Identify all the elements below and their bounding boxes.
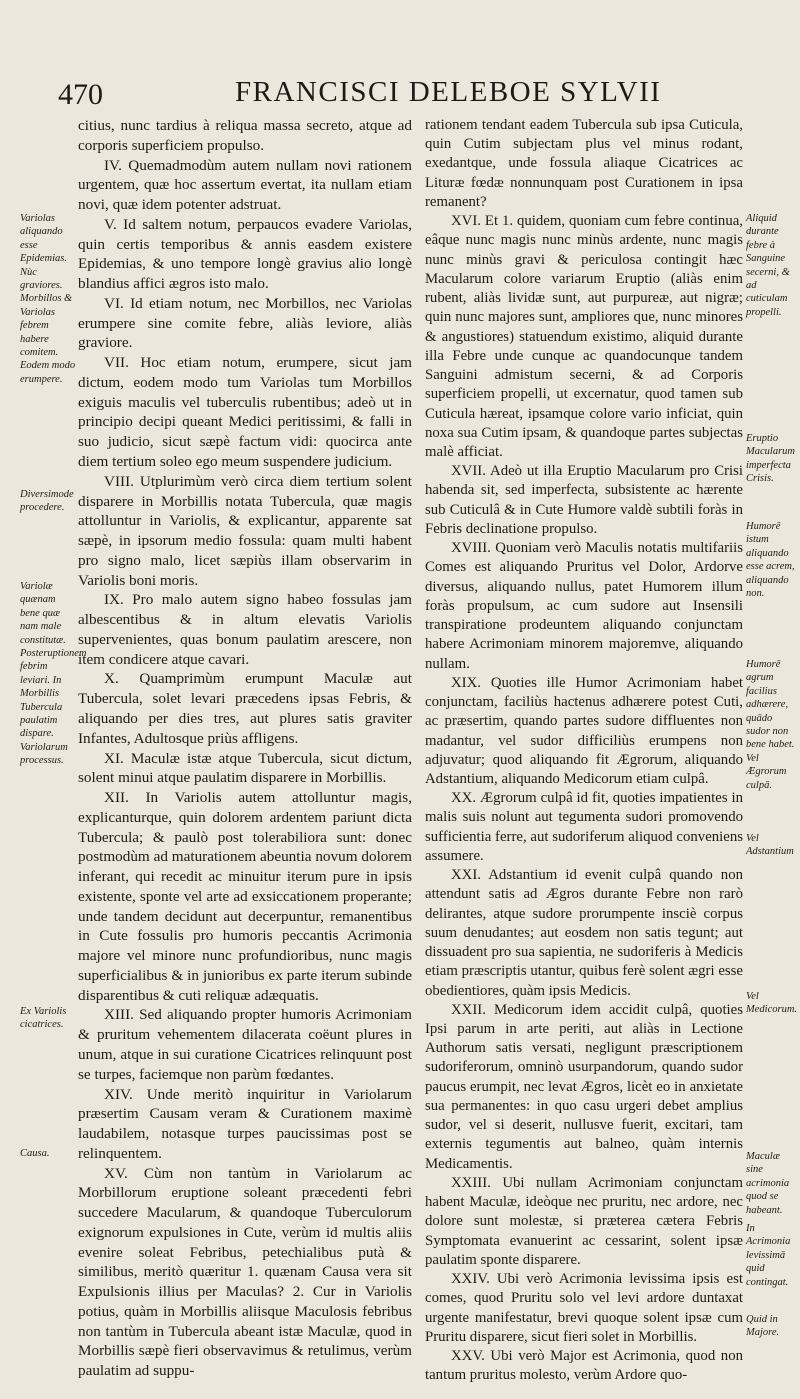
paragraph: XXIV. Ubi verò Acrimonia levissima ipsis est comes, quod Pruritu solo vel levi ardore duntaxat urgente manifestatur, brevi quoque solent ipsæ cum Pruritu disparere, sicut fieri solet in Morbillis. bbox=[425, 1271, 743, 1345]
margin-note: Quid in Majore. bbox=[746, 1314, 780, 1339]
margin-note: Ex Variolis cicatrices. bbox=[20, 1006, 67, 1031]
paragraph: XXIII. Ubi nullam Acrimoniam conjunctam habent Maculæ, ideòque nec pruritu, nec ardore, nec dolore sunt molestæ, si præterea cætera Febris Symptomata evanuerint ac cessarint, solent ipsæ paulatim sponte disparere. bbox=[425, 1174, 743, 1268]
margin-note: Variolas aliquando esse Epidemias. Nùc graviores. Morbillos & Variolas febrem habere comitem. Eodem modo erumpere. bbox=[20, 213, 76, 385]
margin-note: Diversimode procedere. bbox=[20, 489, 74, 514]
paragraph: rationem tendant eadem Tubercula sub ipsa Cuticula, quin Cutim subjectam plus vel minus rodant, exedantque, unde fossula aliaque Cicatrices ac Lituræ fœdæ nonnunquam post Curationem in ipsa remanent? bbox=[425, 117, 743, 210]
paragraph: XII. In Variolis autem attolluntur magis, explicanturque, quin dolorem ardentem pariunt dicta Tubercula; & paulò post tolerabiliora sunt: donec postmodùm ad maturationem abeuntia novum dolorem inferant, qui recedit ac minuitur iterum pure in ipsis existente, sponte vel arte ad exsiccationem properante; unde tandem decidunt aut decerpuntur, remanentibus in Cute fossulis pro humoris peccantis Acrimonia majore vel minore nunc profundioribus, nunc magis superficialibus & in junioribus ex parte iterum subinde disparentibus & cuti reliquæ adæquatis. bbox=[78, 789, 412, 1004]
running-title: FRANCISCI DELEBOE SYLVII bbox=[235, 76, 662, 108]
left-text-column bbox=[78, 116, 412, 1381]
paragraph: XVI. Et 1. quidem, quoniam cum febre continua, eâque nunc magis nunc minùs ardente, nunc magis nunc minùs gravi & periculosa contingit hæc Macularum colore variarum Eruptio (aliàs enim rubent, aliàs lividæ sunt, aut purpureæ, aut nigræ; quin nunc majores sunt, ampliores que, nunc minores & angustiores) statuendum existimo, aliquid durante illa Febre unde cunque ac quandocunque tandem Sanguini admistum secerni, & ad Corporis superficiem propelli, ut excernatur, quod tamen sub Cuticula hæreat, ipsamque colore vario inficiat, quin noxa sua Cutim ipsam, & quandoque partes subjectas malè afficiat. bbox=[425, 213, 743, 460]
paragraph: XV. Cùm non tantùm in Variolarum ac Morbillorum eruptione soleant præcedenti febri succedere Macularum, & quandoque Tuberculorum exignorum expulsiones in Cute, verùm id multis aliis evenire soleat Febribus, petechialibus putà & similibus, meritò quæritur 1. quænam Causa vera sit Expulsionis illius per Maculas? 2. Cur in Variolis potius, quàm in Morbillis aliisque Maculosis febribus non tantùm in Tubercula abeant istæ Maculæ, quod in Morbillis sæpè fieri observavimus & retulimus, verùm paulatim ad suppu- bbox=[78, 1164, 412, 1380]
paragraph: XXII. Medicorum idem accidit culpâ, quoties Ipsi parum in arte periti, aut aliàs in Lectione Authorum satis versati, negligunt præscriptionem sudoriferorum, omninò usurpandorum, quando sudor paucus erumpit, nec levat Ægros, licèt eo in anxietate sua permanentes: in quo casu urgeri debet amplius sudor, vel si deserit, nullusve fuerit, excitari, tam externis tegumentis aut balneo, quàm internis Medicamentis. bbox=[425, 1001, 743, 1172]
paragraph: XX. Ægrorum culpâ id fit, quoties impatientes in malis suis nolunt aut tegumenta sudori promovendo sufficientia ferre, aut sudoriferum aliquod conveniens assumere. bbox=[425, 790, 743, 864]
paragraph: VI. Id etiam notum, nec Morbillos, nec Variolas erumpere sine comite febre, aliàs leviore, aliàs graviore. bbox=[78, 294, 412, 352]
paragraph: XIX. Quoties ille Humor Acrimoniam habet conjunctam, faciliùs hactenus adhærere potest Cuti, ac præsertim, quando partes sudore diffluentes non madantur, vel sudor difficiliùs erumpens non adjuvatur; quod aliquando fit Ægrorum, aliquando Adstantium, aliquando Medicorum etiam culpâ. bbox=[425, 674, 743, 787]
margin-note: In Acrimonia levissimā quid contingat. bbox=[746, 1223, 791, 1288]
margin-note: Causa. bbox=[20, 1148, 50, 1159]
paragraph: XVII. Adeò ut illa Eruptio Macularum pro Crisi habenda sit, sed imperfecta, subsistente ac hærente sub Cuticulâ & in Cute Humore valdè subtili foràs in Febris declinatione propulso. bbox=[425, 463, 743, 537]
paragraph: VII. Hoc etiam notum, erumpere, sicut jam dictum, eodem modo tum Variolas tum Morbillos exiguis maculis vel tuberculis rubentibus; adeò ut in principio decipi queant Medici peritissimi, & falli in suo judicio, sicut sæpè factum vidi: quocirca ante diem tertium soleo ego meum suspendere judicium. bbox=[78, 354, 412, 471]
paragraph: XIV. Unde meritò inquiritur in Variolarum præsertim Causam veram & Curationem maximè laudabilem, notasque turpes paucissimas post se relinquentem. bbox=[78, 1085, 412, 1162]
margin-note: Maculæ sine acrimonia quod se habeant. bbox=[746, 1151, 790, 1216]
paragraph: XI. Maculæ istæ atque Tubercula, sicut dictum, solent minui atque paulatim disparere in Morbillis. bbox=[78, 749, 412, 787]
paragraph: XVIII. Quoniam verò Maculis notatis multifariis Comes est aliquando Pruritus vel Dolor, Ardorve diversus, aliquando nullus, patet Humorem illum foràs propulsum, ac cum sudore aut Insensili transpiratione prodeuntem aliquando conjunctam habere Acrimoniam minorem majoremve, aliquando nullam. bbox=[425, 540, 743, 672]
right-text-column bbox=[425, 116, 743, 1385]
paragraph: citius, nunc tardius à reliqua massa secreto, atque ad corporis superficiem propulso. bbox=[78, 117, 412, 154]
paragraph: VIII. Utplurimùm verò circa diem tertium solent disparere in Morbillis notata Tubercula, quæ magis attolluntur in Variolis, & explicantur, apparente sat sæpè, in ipsorum medio fossula: quam multi habent pro signo malo, licet sæpiùs illam observarim in Variolis boni moris. bbox=[78, 472, 412, 589]
margin-note: Humorē istum aliquando esse acrem, aliquando non. bbox=[746, 521, 795, 600]
margin-note: Aliquid durante febre à Sanguine secerni, & ad cuticulam propelli. bbox=[746, 213, 790, 318]
paragraph: XIII. Sed aliquando propter humoris Acrimoniam & pruritum vehementem dilacerata coëunt plures in unum, atque in sui curatione Cicatrices relinquunt post se turpes, faciemque non parùm fœdantes. bbox=[78, 1006, 412, 1083]
paragraph: X. Quamprimùm erumpunt Maculæ aut Tubercula, solet levari præcedens ipsas Febris, & aliquando per dies tres, aut plures satis graviter Infantes, Adultosque priùs affligens. bbox=[78, 670, 412, 747]
paragraph: IV. Quemadmodùm autem nullam novi rationem urgentem, quæ hoc assertum evertat, ita nullam etiam novi, quæ idem potenter adstruat. bbox=[78, 156, 412, 214]
page-number: 470 bbox=[58, 78, 103, 111]
paragraph: XXI. Adstantium id evenit culpâ quando non attendunt satis ad Ægros durante Febre non rarò delirantes, atque sudore prorumpente insciè corpus suum denudantes; aut eosdem non satis tegunt; aut dissuadent pro sua sapientia, ne sudoriferis à Medicis etiam præscriptis utantur, quibus ferè solent ægri esse obedientiores, quàm ipsis Medicis. bbox=[425, 867, 743, 999]
margin-note: Variolæ quænam bene quæ nam male constitutæ. Posteruptionem febrim leviari. In Morbillis Tubercula paulatim dispare. Variolarum processus. bbox=[20, 581, 87, 767]
margin-note: Eruptio Macularum imperfecta Crisis. bbox=[746, 433, 795, 485]
margin-note: Vel Medicorum. bbox=[746, 991, 798, 1016]
margin-note: Humorē agrum facilius adhærere, quādo sudor non bene habet. Vel Ægrorum culpā. bbox=[746, 659, 795, 791]
paragraph: XXV. Ubi verò Major est Acrimonia, quod non tantum pruritus molesto, verùm Ardore quo- bbox=[425, 1348, 743, 1384]
margin-note: Vel Adstantium bbox=[746, 833, 794, 858]
paragraph: IX. Pro malo autem signo habeo fossulas jam albescentibus & in altum elevatis Variolis supervenientes, quas bonum paulatim arescere, non item condicere atque cavari. bbox=[78, 591, 412, 668]
paragraph: V. Id saltem notum, perpaucos evadere Variolas, quin certis temporibus & annis easdem existere Epidemias, & uno tempore longè gravius alio longè blandius affici ægros isto malo. bbox=[78, 215, 412, 293]
